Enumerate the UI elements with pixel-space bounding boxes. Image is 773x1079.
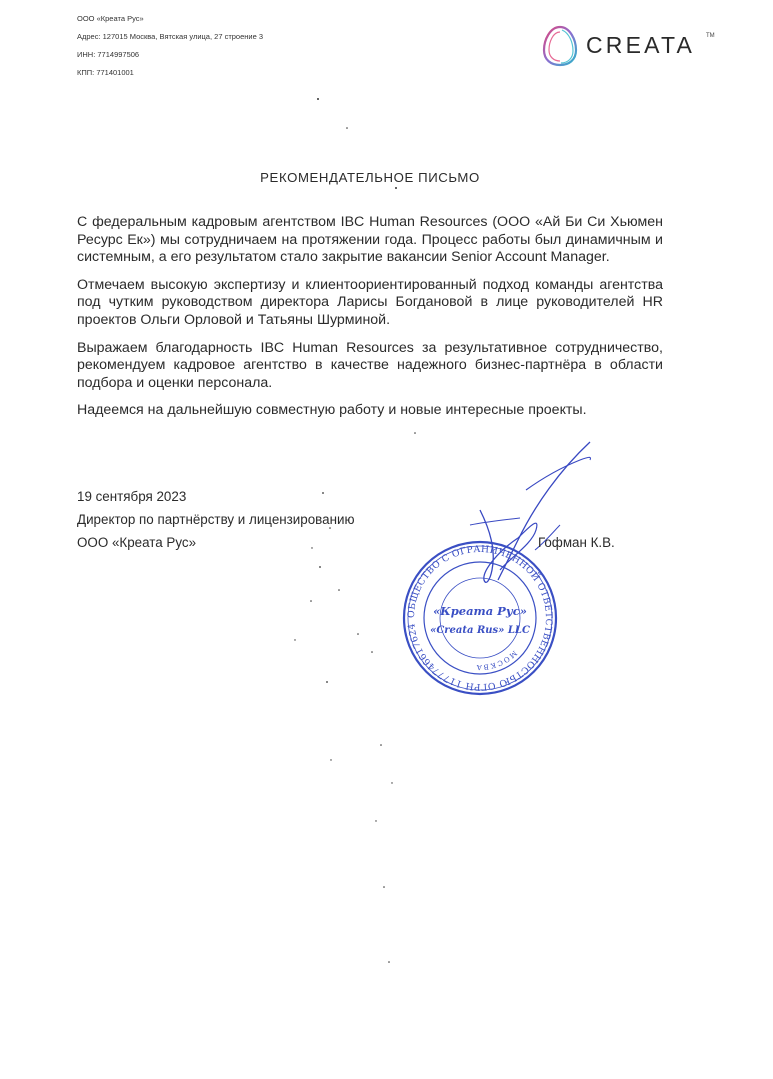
logo-trademark: TM [706, 33, 715, 39]
company-stamp [400, 538, 560, 698]
signer-position: Директор по партнёрству и лицензированию [77, 512, 355, 527]
company-kpp: КПП: 771401001 [77, 68, 134, 77]
paragraph-2: Отмечаем высокую экспертизу и клиентоориентированный подход команды агентства под чутким руководством директора Ларисы Богдановой в лице руководителей HR проектов Ольги Орловой и Татьяны Шурминой. [77, 276, 663, 328]
stamp-outer-text: ОБЩЕСТВО С ОГРАНИЧЕННОЙ ОТВЕТСТВЕННОСТЬЮ ОГРН 1177746617624 [405, 543, 555, 693]
company-address: Адрес: 127015 Москва, Вятская улица, 27 строение 3 [77, 32, 264, 41]
company-inn: ИНН: 7714997506 [77, 50, 140, 59]
document-title: РЕКОМЕНДАТЕЛЬНОЕ ПИСЬМО [260, 170, 480, 185]
paragraph-1: С федеральным кадровым агентством IBC Human Resources (ООО «Ай Би Си Хьюмен Ресурс Ек») мы сотрудничаем на протяжении года. Процесс работы был динамичным и системным, а его результатом стало закрытие вакансии Senior Account Manager. [77, 214, 663, 266]
paragraph-3: Выражаем благодарность IBC Human Resources за результативное сотрудничество, рекомендуем кадровое агентство в качестве надежного бизнес-партнёра в области подбора и оценки персонала. [77, 339, 663, 391]
company-name: ООО «Креата Рус» [77, 14, 144, 23]
stamp-name-ru: «Креата Рус» [433, 604, 527, 618]
stamp-name-en: «Creata Rus» LLC [430, 625, 530, 636]
letter-date: 19 сентября 2023 [77, 489, 187, 504]
signer-name: Гофман К.В. [538, 535, 615, 550]
letter-body [77, 214, 663, 430]
signer-company: ООО «Креата Рус» [77, 535, 197, 550]
company-header [77, 10, 377, 82]
paragraph-4: Надеемся на дальнейшую совместную работу и новые интересные проекты. [77, 402, 587, 419]
creata-logo [540, 24, 725, 68]
logo-egg-icon [540, 24, 580, 68]
stamp-city: МОСКВА [475, 648, 519, 672]
logo-wordmark: CREATA [586, 32, 696, 58]
